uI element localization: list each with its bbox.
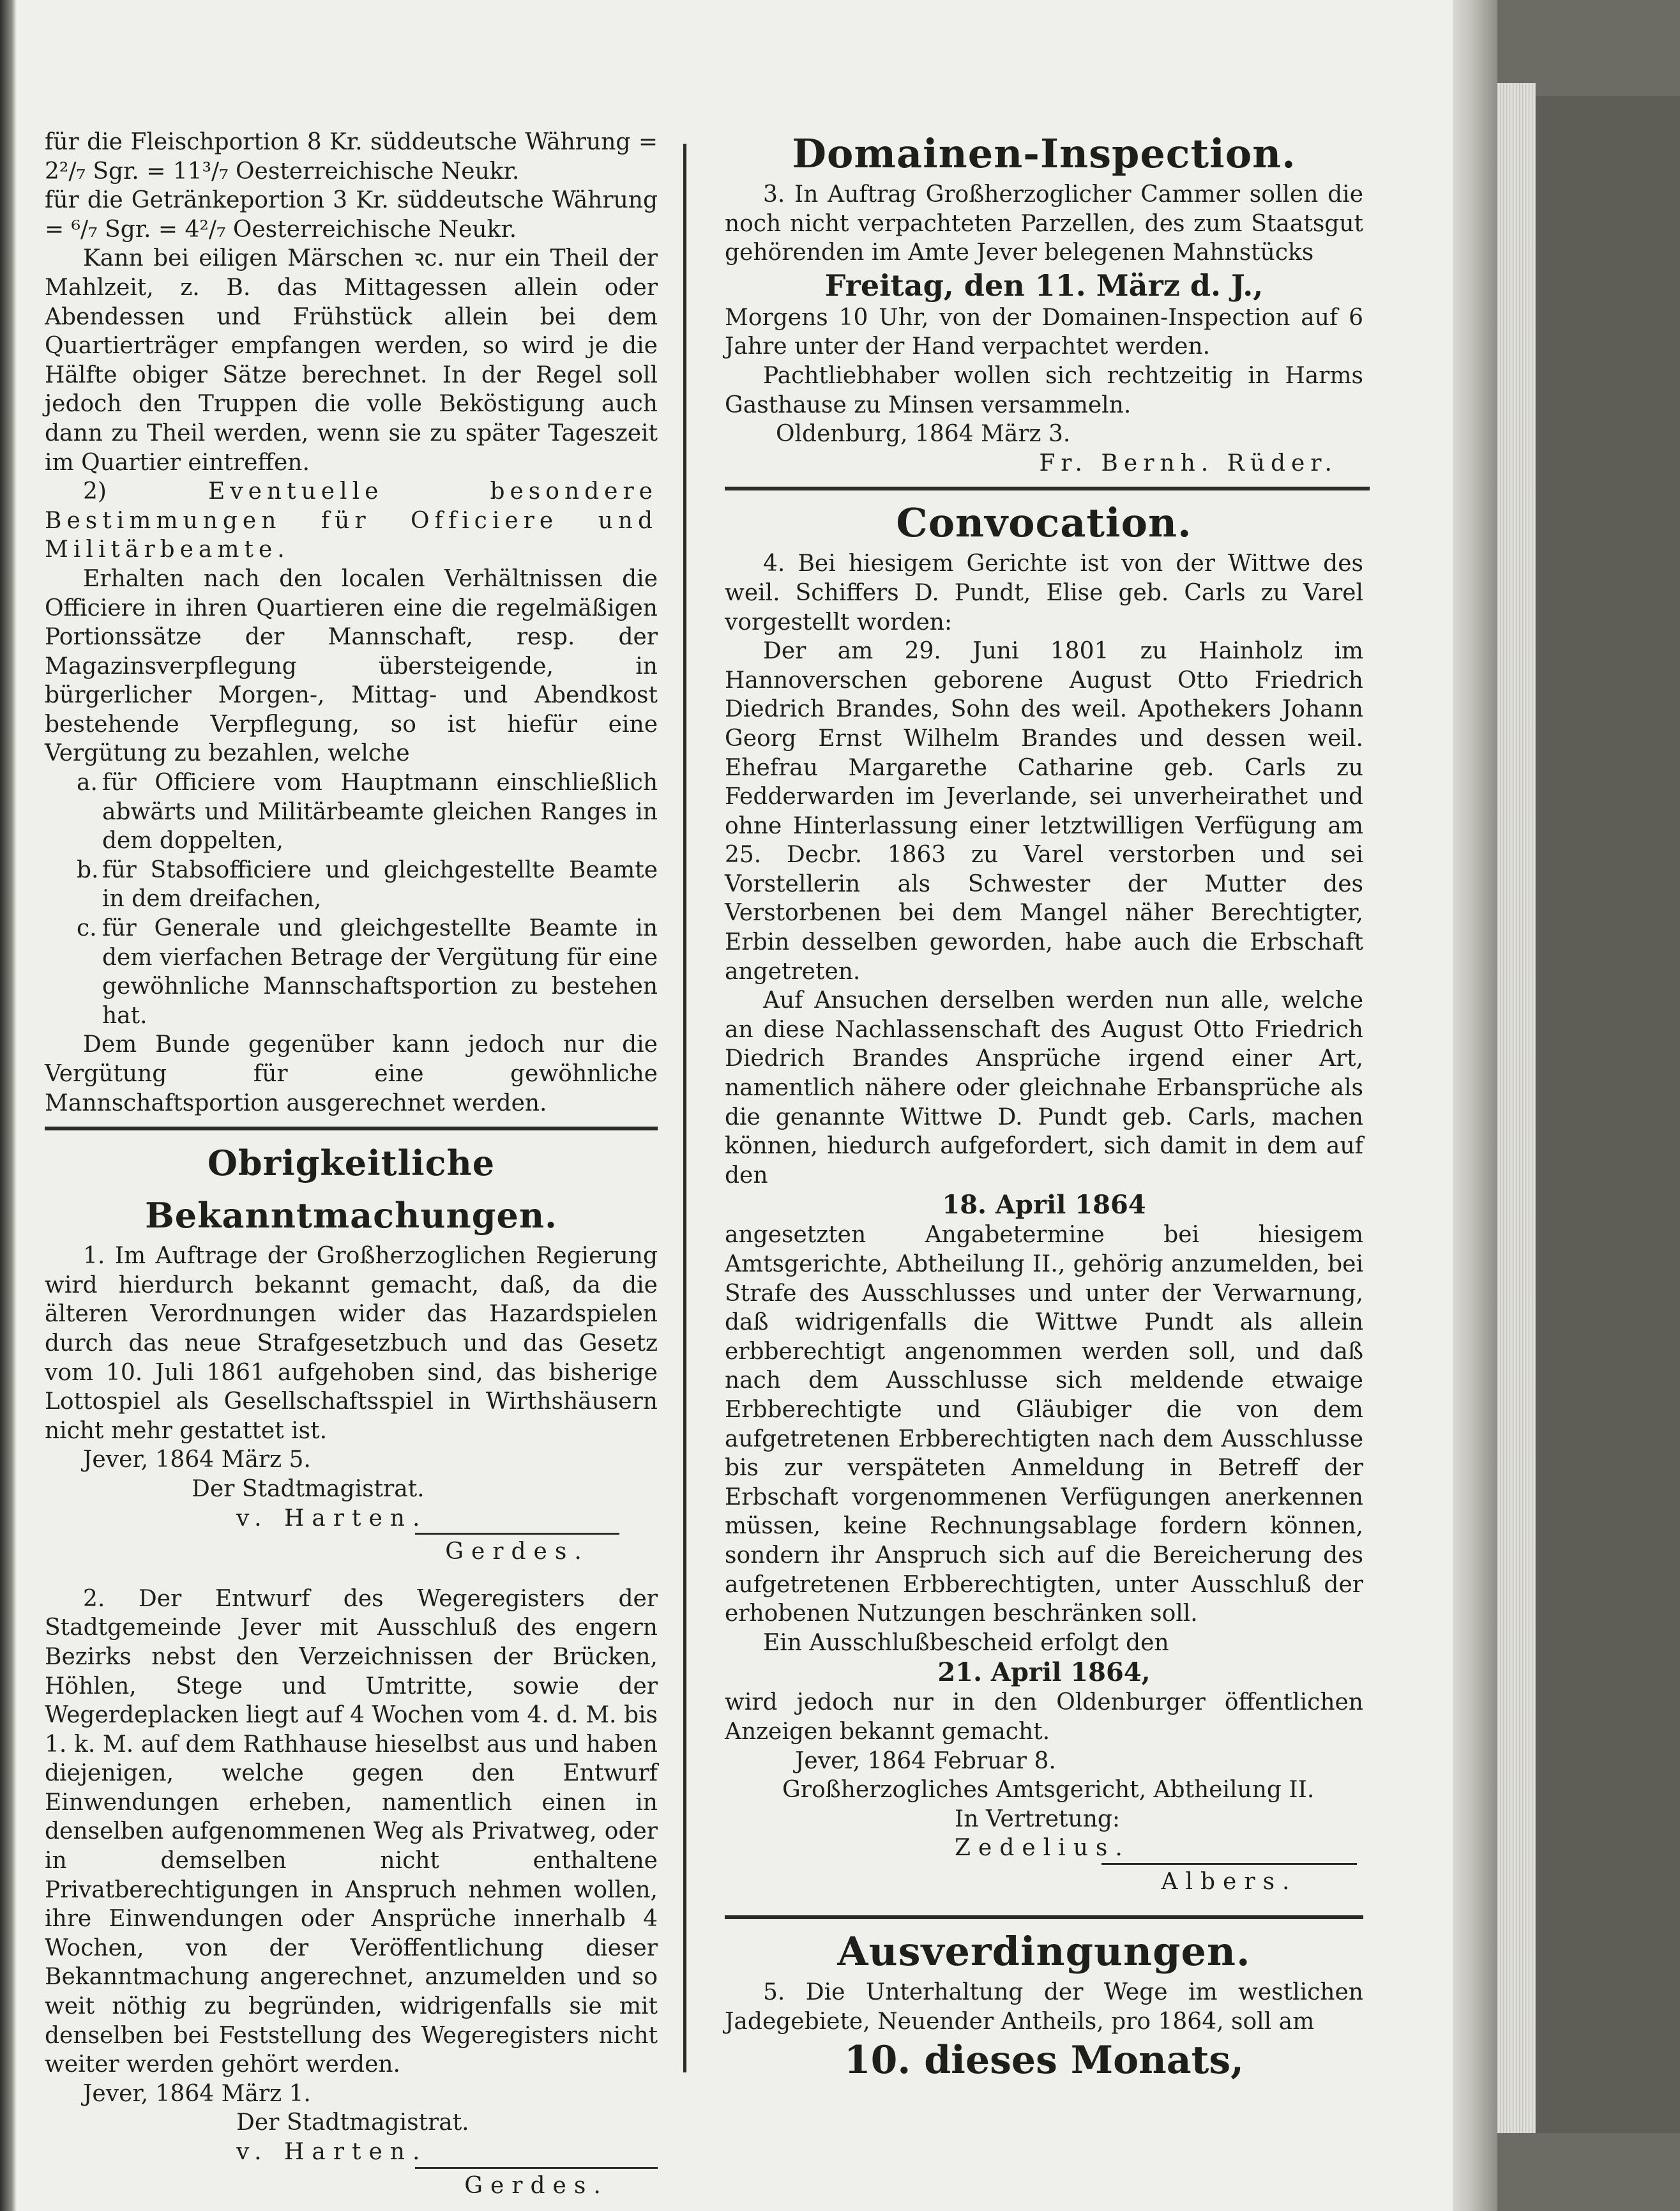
- section-heading-domain-inspection: Domainen-Inspection.: [792, 130, 1296, 177]
- drink-portion-rate: für die Getränkeportion 3 Kr. süddeutsche Währung = ⁶/₇ Sgr. = 4²/₇ Oesterreichische Neukr.: [45, 187, 658, 243]
- list-text: für Generale und gleichgestellte Beamte in dem vierfachen Betrage der Vergütung für eine gewöhnliche Mannschaftsportion zu bestehen hat.: [102, 915, 658, 1029]
- section-divider: [45, 1127, 658, 1130]
- officers-provisions-heading: [45, 477, 658, 565]
- section-divider: [725, 1915, 1363, 1919]
- notice-4-signature-block: [725, 1863, 1363, 1897]
- notice-2-date: Jever, 1864 März 1.: [83, 2080, 311, 2107]
- notice-3-place-date: Oldenburg, 1864 März 3.: [776, 421, 1071, 448]
- notice-1-signature-1: v. Harten.: [236, 1505, 428, 1531]
- list-label: b.: [77, 856, 99, 883]
- list-text: für Officiere vom Hauptmann einschließlich abwärts und Militärbeamte gleichen Ranges in dem doppelten,: [102, 770, 658, 855]
- notice-1-signature-block: [45, 1533, 658, 1567]
- notice-2-text: 2. Der Entwurf des Wegeregisters der Stadtgemeinde Jever mit Ausschluß des engern Bezirks nebst den Verzeichnissen der Brücken, Höhlen, Stege und Umtritte, sowie der Wegerdeplacken liegt auf 4 Wochen vom 4. d. M. bis 1. k. M. auf dem Rathhause hieselbst aus und haben diejenigen, welche gegen den Entwurf Einwendungen erheben, namentlich einen in denselben aufgenommenen Weg als Privatweg, oder in demselben nicht enthaltene Privatberechtigungen in Anspruch nehmen wollen, ihre Einwendungen oder Ansprüche innerhalb 4 Wochen, von der Veröffentlichung dieser Bekanntmachung angerechnet, anzumelden und so weit nöthig zu begründen, widrigenfalls sie mit denselben bei Feststellung des Wegeregisters nicht weiter werden gehört werden.: [45, 1585, 658, 2078]
- notice-4-summons: Auf Ansuchen derselben werden nun alle, welche an diese Nachlassenschaft des August Otto Friedrich Diedrich Brandes Ansprüche irgend einer Art, namentlich nähere oder gleichnahe Erbansprüche als die genannte Wittwe D. Pundt geb. Carls, machen können, hiedurch aufgefordert, sich damit in dem auf den: [725, 987, 1363, 1189]
- notice-4-deadline-date: 18. April 1864: [942, 1190, 1146, 1220]
- notice-1-date: Jever, 1864 März 5.: [83, 1447, 311, 1473]
- facing-page-edge: [0, 0, 17, 2211]
- meat-portion-rate: für die Fleischportion 8 Kr. süddeutsche Währung = 2²/₇ Sgr. = 11³/₇ Oesterreichische Neukr.: [45, 129, 658, 185]
- officers-paragraph: Erhalten nach den localen Verhältnissen die Officiere in ihren Quartieren eine die regelmäßigen Portionssätze der Mannschaft, resp. der Magazinsverpflegung übersteigende, in bürgerlicher Morgen-, Mittag- und Abendkost bestehende Verpflegung, so ist hiefür eine Vergütung zu bezahlen, welche: [45, 565, 658, 767]
- list-item: [77, 768, 658, 856]
- section-divider: [725, 487, 1370, 490]
- notice-2-signature-1: v. Harten.: [236, 2139, 428, 2165]
- notice-1-authority: Der Stadtmagistrat.: [192, 1475, 425, 1502]
- notice-4-place-date: Jever, 1864 Februar 8.: [795, 1747, 1056, 1774]
- list-item: [77, 856, 658, 914]
- notice-5-date: 10. dieses Monats,: [844, 2037, 1245, 2083]
- list-label: a.: [77, 770, 98, 796]
- section-heading-tenders: Ausverdingungen.: [837, 1928, 1251, 1975]
- notice-1-signature-2: Gerdes.: [415, 1533, 619, 1567]
- notice-2-authority: Der Stadtmagistrat.: [236, 2109, 469, 2136]
- section-heading-convocation: Convocation.: [896, 499, 1192, 547]
- list-text: für Stabsofficiere und gleichgestellte Beamte in dem dreifachen,: [102, 856, 658, 913]
- notice-3-time: Morgens 10 Uhr, von der Domainen-Inspection auf 6 Jahre unter der Hand verpachtet werden.: [725, 304, 1363, 360]
- list-label: c.: [77, 915, 97, 942]
- notice-1-text: 1. Im Auftrage der Großherzoglichen Regierung wird hierdurch bekannt gemacht, daß, da die älteren Verordnungen wider das Hazardspielen durch das neue Strafgesetzbuch und das Gesetz vom 10. Juli 1861 aufgehoben sind, das bisherige Lottospiel als Gesellschaftsspiel in Wirthshäusern nicht mehr gestattet ist.: [45, 1243, 658, 1444]
- notice-4-publication: wird jedoch nur in den Oldenburger öffentlichen Anzeigen bekannt gemacht.: [725, 1689, 1363, 1745]
- notice-4-signature-2: Albers.: [1101, 1863, 1357, 1897]
- notice-4-representation: In Vertretung:: [955, 1805, 1121, 1832]
- column-rule: [683, 144, 686, 2072]
- notice-4-court: Großherzogliches Amtsgericht, Abtheilung II.: [782, 1777, 1315, 1804]
- notice-4-ruling-intro: Ein Ausschlußbescheid erfolgt den: [763, 1629, 1169, 1656]
- left-column: [45, 128, 658, 2200]
- page-stack-edge: [1497, 83, 1536, 2133]
- rank-list: [45, 768, 658, 1030]
- notice-3-text: 3. In Auftrag Großherzoglicher Cammer sollen die noch nicht verpachteten Parzellen, des zum Staatsgut gehörenden im Amte Jever belegenen Mahnstücks: [725, 181, 1363, 266]
- federation-paragraph: Dem Bunde gegenüber kann jedoch nur die Vergütung für eine gewöhnliche Mannschaftsportion ausgerechnet werden.: [45, 1031, 658, 1116]
- notice-4-intro: 4. Bei hiesigem Gerichte ist von der Wittwe des weil. Schiffers D. Pundt, Elise geb. Carls zu Varel vorgestellt worden:: [725, 551, 1363, 635]
- section-number: 2): [83, 478, 208, 505]
- notice-3-auction-date: Freitag, den 11. März d. J.,: [824, 268, 1264, 303]
- notice-2-signature-2: Gerdes.: [415, 2167, 658, 2201]
- notice-4-conditions: angesetzten Angabetermine bei hiesigem Amtsgerichte, Abtheilung II., gehörig anzumelden, bei Strafe des Ausschlusses und unter der Verwarnung, daß widrigenfalls die Wittwe Pundt als allein erbberechtigt angenommen werden soll, und daß nach dem Ausschlusse sich meldende etwaige Erbberechtigte und Gläubiger die von dem aufgetretenen Erbberechtigten nach dem Ausschlusse bis zur verspäteten Anmeldung in Betreff der Erbschaft vorgenommenen Verfügungen anerkennen müssen, keine Rechnungsablage fordern können, sondern ihr Anspruch sich auf die Bereicherung des aufgetretenen Erbberechtigten, unter Ausschluß der erhobenen Nutzungen beschränken soll.: [725, 1222, 1363, 1627]
- marches-paragraph: Kann bei eiligen Märschen ꝛc. nur ein Theil der Mahlzeit, z. B. das Mittagessen allein oder Abendessen und Frühstück allein bei dem Quartierträger empfangen werden, so wird je die Hälfte obiger Sätze berechnet. In der Regel soll jedoch den Truppen die volle Beköstigung auch dann zu Theil werden, wenn sie zu später Tageszeit im Quartier eintreffen.: [45, 245, 658, 476]
- book-cover: [1536, 96, 1680, 2133]
- list-item: [77, 914, 658, 1030]
- notice-3-signature: Fr. Bernh. Rüder.: [1039, 450, 1338, 476]
- section-title: Eventuelle besondere Bestimmungen für Officiere und Militärbeamte.: [45, 478, 658, 563]
- notice-5-text: 5. Die Unterhaltung der Wege im westlichen Jadegebiete, Neuender Antheils, pro 1864, soll am: [725, 1979, 1363, 2035]
- notice-3-gathering: Pachtliebhaber wollen sich rechtzeitig in Harms Gasthause zu Minsen versammeln.: [725, 362, 1363, 418]
- section-heading-official-notices: Obrigkeitliche Bekanntmachungen.: [145, 1143, 557, 1236]
- right-column: [725, 128, 1363, 2084]
- notice-4-signature-1: Zedelius.: [955, 1835, 1130, 1862]
- book-gutter: [1453, 0, 1497, 2211]
- notice-2-signature-block: [45, 2167, 658, 2201]
- notice-4-ruling-date: 21. April 1864,: [937, 1657, 1151, 1688]
- notice-4-statement: Der am 29. Juni 1801 zu Hainholz im Hannoverschen geborene August Otto Friedrich Diedrich Brandes, Sohn des weil. Apothekers Johann Georg Ernst Wilhelm Brandes und dessen weil. Ehefrau Margarethe Catharine geb. Carls zu Fedderwarden im Jeverlande, sei unverheirathet und ohne Hinterlassung einer letztwilligen Verfügung am 25. Decbr. 1863 zu Varel verstorben und sei Vorstellerin als Schwester der Mutter des Verstorbenen bei dem Mangel näher Berechtigter, Erbin desselben geworden, habe auch die Erbschaft angetreten.: [725, 638, 1363, 985]
